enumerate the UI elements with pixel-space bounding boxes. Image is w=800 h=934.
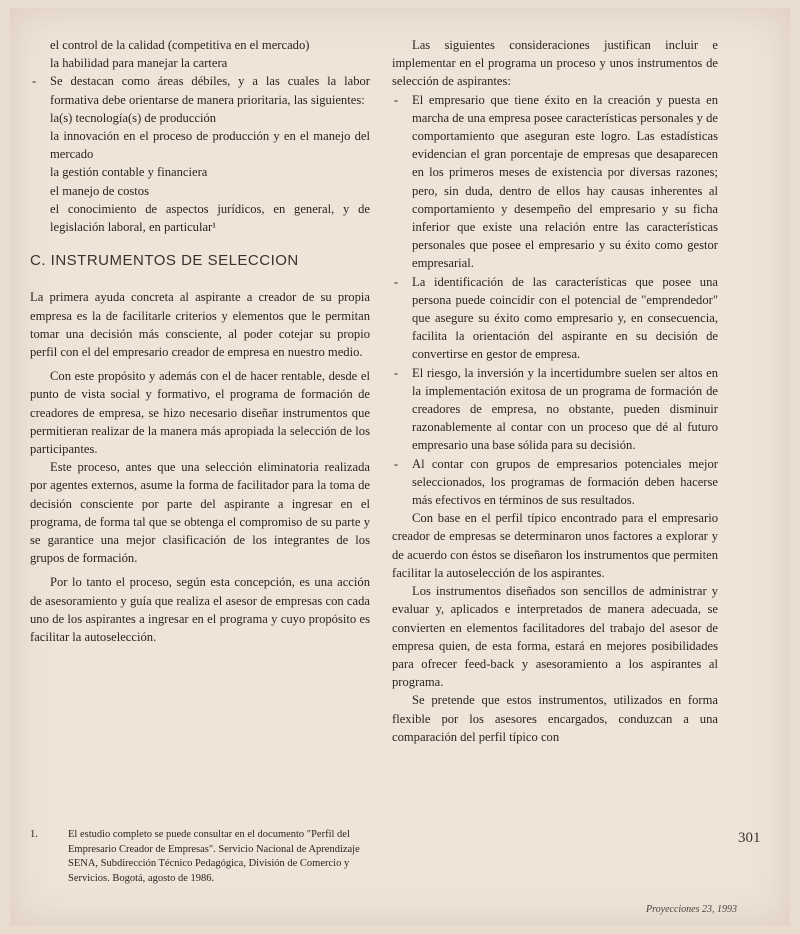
paragraph: Por lo tanto el proceso, según esta concepción, es una acción de asesoramiento y guía que realiza el asesor de empresas con cada uno de los aspirantes a ingresar en el programa y cuyo propósito es facilitar la autoselección. [30, 575, 370, 645]
list-item: la gestión contable y financiera [50, 165, 208, 180]
journal-footer: Proyecciones 23, 1993 [646, 904, 737, 915]
paragraph: Con este propósito y además con el de hacer rentable, desde el punto de vista social y formativo, el programa de formación de creadores de empresa, se hizo necesario diseñar instrumentos que permitieran realizar de la manera más apropiada la selección de los participantes. [30, 369, 370, 457]
footnote-number: 1. [30, 829, 38, 840]
right-column [392, 36, 718, 746]
bullet-item: - Al contar con grupos de empresarios potenciales mejor seleccionados, los programas de formación deben hacerse más efectivos en términos de sus resultados. [392, 455, 718, 510]
bullet-item: - El riesgo, la inversión y la incertidumbre suelen ser altos en la implementación exitosa de un programa de formación de creadores de empresa, no obstante, pueden disminuir razonablemente al contar con un proceso que dé al futuro empresario una base sólida para su decisión. [392, 364, 718, 455]
page-number: 301 [738, 830, 761, 846]
list-item: el control de la calidad (competitiva en el mercado) [50, 38, 310, 52]
list-item: la habilidad para manejar la cartera [50, 56, 228, 71]
paragraph: Este proceso, antes que una selección eliminatoria realizada por agentes externos, asume la forma de facilitador para la toma de decisión consciente por parte del aspirante a ingresar en el programa, de forma tal que se obtenga el compromiso de su parte y se garantice una mejor clasificación de los integrantes de los grupos de formación. [30, 460, 370, 566]
paragraph: Las siguientes consideraciones justifican incluir e implementar en el programa un proceso y unos instrumentos de selección de aspirantes: [392, 38, 718, 89]
list-item: el manejo de costos [50, 183, 149, 198]
paragraph: Se pretende que estos instrumentos, utilizados en forma flexible por los asesores encargados, conduzcan a una comparación del perfil típico con [392, 693, 718, 744]
bullet-item: - La identificación de las características que posee una persona puede coincidir con el potencial de "emprendedor" que asegure su éxito como empresario y, en consecuencia, facilita la orientación del aspirante en su decisión de convertirse en gestor de empresa. [392, 273, 718, 364]
list-item: la(s) tecnología(s) de producción [50, 110, 217, 125]
paragraph: Con base en el perfil típico encontrado para el empresario creador de empresas se determinaron unos factores a explorar y de acuerdo con éstos se diseñaron los instrumentos que permiten facilitar la autoselección de los aspirantes. [392, 511, 718, 580]
section-heading: C. INSTRUMENTOS DE SELECCION [30, 252, 299, 270]
left-column [30, 36, 370, 646]
list-item: la innovación en el proceso de producción y en el manejo del mercado [50, 129, 370, 162]
paragraph: Los instrumentos diseñados son sencillos de administrar y evaluar y, aplicados e interpretados de manera adecuada, se convierten en elementos facilitadores del trabajo del asesor de empresa quien, de esta forma, estará en mejores posibilidades para ofrecer feed-back y asesoramiento a los aspirantes al programa. [392, 584, 718, 690]
footnote [30, 828, 370, 886]
bullet-item: - Se destacan como áreas débiles, y a las cuales la labor formativa debe orientarse de manera prioritaria, las siguientes: [30, 72, 370, 108]
list-item: el conocimiento de aspectos jurídicos, en general, y de legislación laboral, en particular¹ [50, 201, 370, 235]
bullet-item: - El empresario que tiene éxito en la creación y puesta en marcha de una empresa posee características personales y de comportamiento que aseguran este logro. Las estadísticas evidencian el gran porcentaje de empresas que desaparecen en los primeros meses de existencia por diversas razones; pero, sin duda, dentro de ellos hay causas inherentes al comportamiento y desempeño del empresario y su ficha inferior que existe una relación entre las características personales que posee el empresario y su éxito como gestor empresarial. [392, 91, 718, 273]
footnote-text: El estudio completo se puede consultar en el documento "Perfil del Empresario Creador de Empresas". Servicio Nacional de Aprendizaje SENA, Subdirección Técnico Pedagógica, División de Comercio y Servicios. Bogotá, agosto de 1986. [68, 829, 360, 884]
paragraph: La primera ayuda concreta al aspirante a creador de su propia empresa es la de facilitarle criterios y elementos que le permitan tomar una decisión más consciente, al poder cotejar su propio perfil con el del empresario creador de empresa en nuestro medio. [30, 290, 370, 360]
document-page [10, 8, 790, 926]
